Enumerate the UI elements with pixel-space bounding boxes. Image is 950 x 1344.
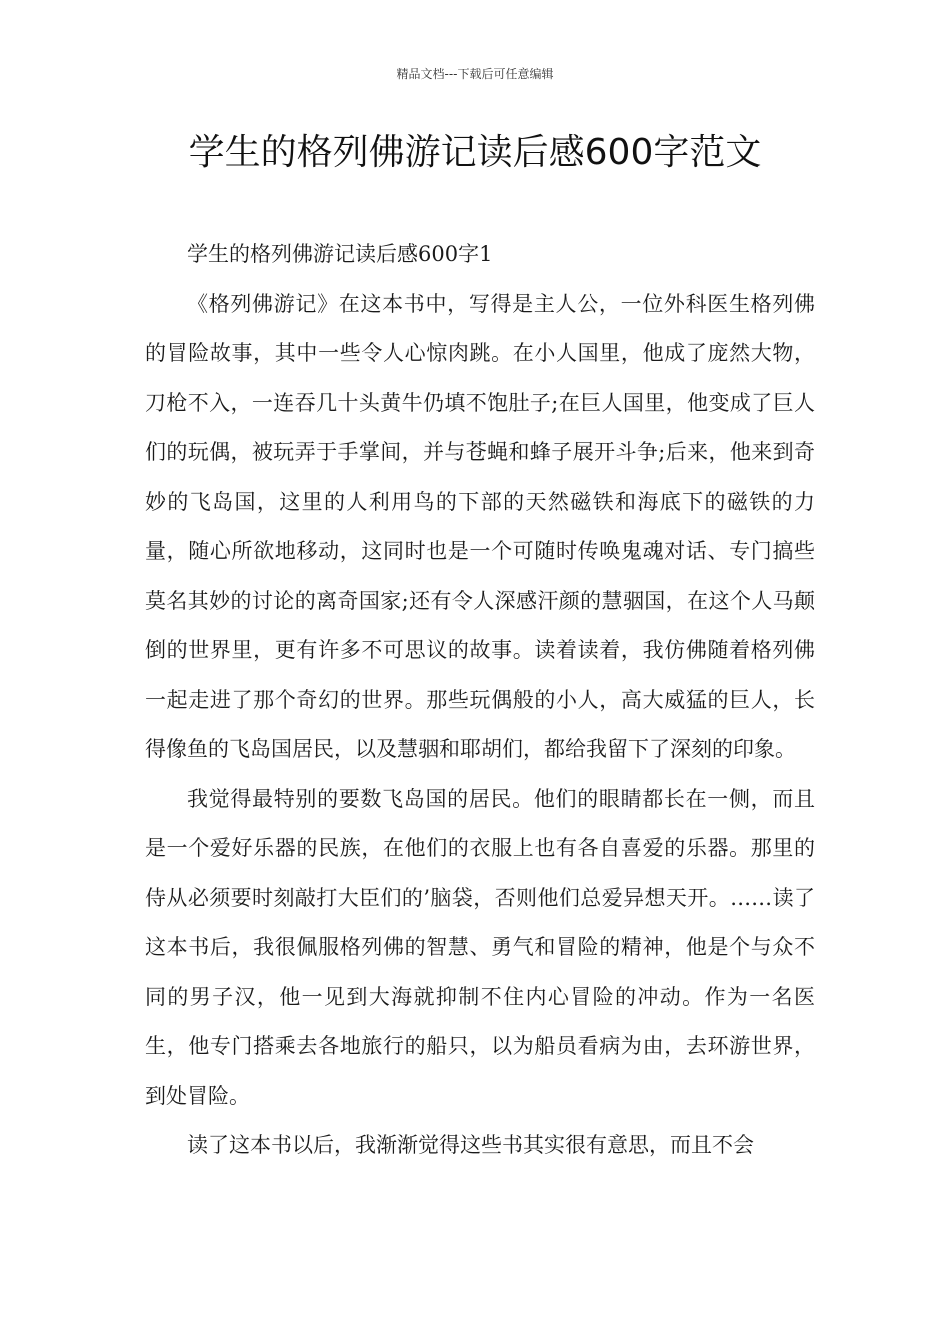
header-note: 精品文档---下载后可任意编辑: [396, 67, 554, 81]
section-heading: 学生的格列佛游记读后感600字1: [187, 242, 493, 266]
paragraph: 我觉得最特别的要数飞岛国的居民。他们的眼睛都长在一侧，而且是一个爱好乐器的民族，在他们的衣服上也有各自喜爱的乐器。那里的侍从必须要时刻敲打大臣们的’脑袋，否则他们总爱异想天开。……读了这本书后，我很佩服格列佛的智慧、勇气和冒险的精神，他是个与众不同的男子汉，他一见到大海就抑制不住内心冒险的冲动。作为一名医生，他专门搭乘去各地旅行的船只，以为船员看病为由，去环游世界，到处冒险。: [145, 786, 815, 1108]
document-title: 学生的格列佛游记读后感600字范文: [188, 132, 762, 173]
paragraph: 读了这本书以后，我渐渐觉得这些书其实很有意思，而且不会: [187, 1133, 754, 1157]
paragraph: 《格列佛游记》在这本书中，写得是主人公，一位外科医生格列佛的冒险故事，其中一些令人心惊肉跳。在小人国里，他成了庞然大物，刀枪不入，一连吞几十头黄牛仍填不饱肚子;在巨人国里，他变成了巨人们的玩偶，被玩弄于手掌间，并与苍蝇和蜂子展开斗争;后来，他来到奇妙的飞岛国，这里的人利用鸟的下部的天然磁铁和海底下的磁铁的力量，随心所欲地移动，这同时也是一个可随时传唤鬼魂对话、专门搞些莫名其妙的讨论的离奇国家;还有令人深感汗颜的慧骃国，在这个人马颠倒的世界里，更有许多不可思议的故事。读着读着，我仿佛随着格列佛一起走进了那个奇幻的世界。那些玩偶般的小人，高大威猛的巨人，长得像鱼的飞岛国居民，以及慧骃和耶胡们，都给我留下了深刻的印象。: [145, 291, 815, 761]
document-body: [145, 230, 815, 1171]
